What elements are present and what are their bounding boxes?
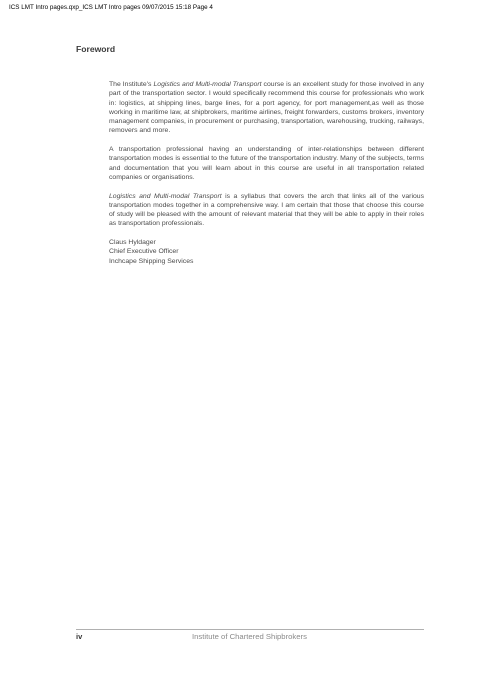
footer-publisher: Institute of Chartered Shipbrokers bbox=[192, 632, 307, 641]
paragraph-1-text-a: The Institute's bbox=[109, 81, 154, 88]
course-title-italic: Logistics and Multi-modal Transport bbox=[109, 192, 222, 200]
page-heading: Foreword bbox=[76, 44, 116, 54]
paragraph-1-text-c: course is an excellent study for those involved in any part of the transportation sector. I would specifically recommend this course for professionals who work in: logistics, at shipping lines, barge lines, for a port agency, for port management,as well as those working in maritime law, at shipbrokers, maritime airlines, freight forwarders, customs brokers, inventory management companies, in procurement or purchasing, transportation, warehousing, trucking, railways, removers and more. bbox=[109, 81, 424, 135]
print-slug: ICS LMT Intro pages.qxp_ICS LMT Intro pages 09/07/2015 15:18 Page 4 bbox=[9, 4, 213, 11]
paragraph-1 bbox=[109, 80, 424, 136]
paragraph-2: A transportation professional having an understanding of inter-relationships between different transportation modes is essential to the future of the transportation industry. Many of the subjects, terms and documentation that you will learn about in this course are useful in all transportation related companies or organisations. bbox=[109, 146, 424, 181]
foreword-body bbox=[109, 80, 424, 266]
signature-block bbox=[109, 238, 424, 266]
footer-rule bbox=[76, 629, 424, 630]
paragraph-3 bbox=[109, 192, 424, 229]
signature-name: Claus Hyldager bbox=[109, 239, 156, 247]
signature-company: Inchcape Shipping Services bbox=[109, 257, 194, 265]
page-number: iv bbox=[76, 632, 83, 641]
signature-title: Chief Executive Officer bbox=[109, 248, 179, 256]
course-title-italic: Logistics and Multi-modal Transport bbox=[153, 81, 262, 88]
paragraph-3-text-b: is a syllabus that covers the arch that links all of the various transportation modes together in a comprehensive way. I am certain that those that choose this course of study will be pleased with the amount of relevant material that they will be able to apply in their roles as transportation professionals. bbox=[109, 192, 424, 228]
